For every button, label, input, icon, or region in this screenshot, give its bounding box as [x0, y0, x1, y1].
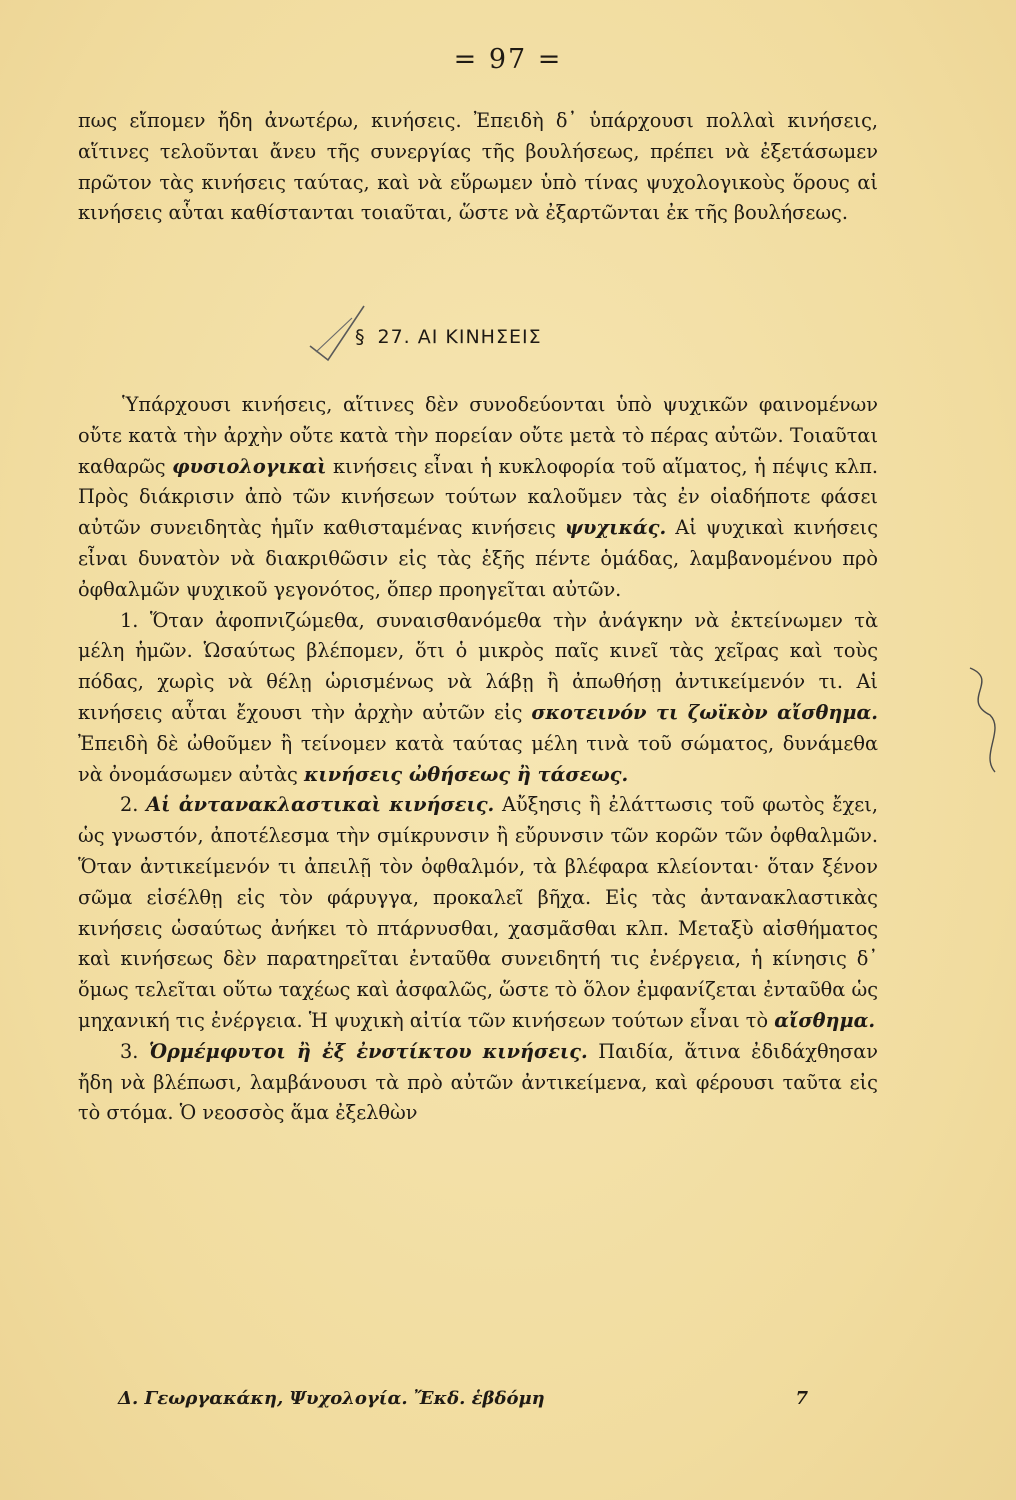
paragraph-item-1	[78, 606, 878, 791]
emphasis: κινήσεις ὠθήσεως ἢ τάσεως.	[303, 762, 629, 786]
text-run: Ὑπάρχουσι κινήσεις, αἵτινες δὲν συνοδεύονται ὑπὸ ψυχικῶν φαινομένων οὔτε κατὰ τὴν ἀρχὴν οὔτε κατὰ τὴν πορείαν οὔτε μετὰ τὸ πέρας αὐτῶν. Τοιαῦται καθαρῶς	[78, 393, 878, 478]
text-run: Αἱ ψυχικαὶ κινήσεις εἶναι δυνατὸν νὰ διακριθῶσιν εἰς τὰς ἑξῆς πέντε ὁμάδας, λαμβανομένου πρὸ ὀφθαλμῶν ψυχικοῦ γεγονότος, ὅπερ προηγεῖται αὐτῶν.	[78, 516, 879, 601]
text-run: 3.	[120, 1039, 149, 1063]
intro-paragraph: πως εἴπομεν ἤδη ἀνωτέρω, κινήσεις. Ἐπειδὴ δ᾿ ὑπάρχουσι πολλαὶ κινήσεις, αἵτινες τελοῦνται ἄνευ τῆς συνεργίας τῆς βουλήσεως, πρέπει νὰ ἐξετάσωμεν πρῶτον τὰς κινήσεις ταύτας, καὶ νὰ εὕρωμεν ὑπὸ τίνας ψυχολογικοὺς ὅρους αἱ κινήσεις αὗται καθίστανται τοιαῦται, ὥστε νὰ ἐξαρτῶνται ἐκ τῆς βουλήσεως.	[78, 109, 878, 225]
text-run: 1. Ὅταν ἀφοπνιζώμεθα, συναισθανόμεθα τὴν ἀνάγκην νὰ ἐκτείνωμεν τὰ μέλη ἡμῶν. Ὡσαύτως βλέπομεν, ὅτι ὁ μικρὸς παῖς κινεῖ τὰς χεῖρας καὶ τοὺς πόδας, χωρὶς νὰ θέλῃ ὡρισμένως νὰ λάβῃ ἢ ἀπωθήσῃ ἀντικείμενόν τι. Αἱ κινήσεις αὗται ἔχουσι τὴν ἀρχὴν αὐτῶν εἰς	[78, 608, 878, 724]
text-run: 2.	[120, 793, 147, 817]
emphasis: ψυχικάς.	[564, 516, 667, 540]
section-title: 27. ΑΙ ΚΙΝΗΣΕΙΣ	[377, 326, 542, 348]
text-run: Αὔξησις ἢ ἐλάττωσις τοῦ φωτὸς ἔχει, ὡς γνωστόν, ἀποτέλεσμα τὴν σμίκρυνσιν ἢ εὔρυνσιν τῶν κορῶν τῶν ὀφθαλμῶν. Ὅταν ἀντικείμενόν τι ἀπειλῇ τὸν ὀφθαλμόν, τὰ βλέφαρα κλείονται· ὅταν ξένον σῶμα εἰσέλθῃ εἰς τὸν φάρυγγα, προκαλεῖ βῆχα. Εἰς τὰς ἀντανακλαστικὰς κινήσεις ὡσαύτως ἀνήκει τὸ πτάρνυσθαι, χασμᾶσθαι κλπ. Μεταξὺ αἰσθήματος καὶ κινήσεως δὲν παρατηρεῖται ἐνταῦθα συνειδητή τις ἐνέργεια, ἡ κίνησις δ᾿ ὅμως τελεῖται οὕτω ταχέως καὶ ἀσφαλῶς, ὥστε τὸ ὅλον ἐμφανίζεται ἐνταῦθα ὡς μηχανική τις ἐνέργεια. Ἡ ψυχικὴ αἰτία τῶν κινήσεων τούτων εἶναι τὸ	[78, 793, 878, 1032]
page-footer	[118, 1388, 808, 1409]
signature-number: 7	[795, 1388, 808, 1409]
emphasis: Αἱ ἀντανακλαστικαὶ κινήσεις.	[146, 793, 495, 817]
body-text	[78, 390, 878, 1129]
emphasis: αἴσθημα.	[774, 1008, 876, 1032]
emphasis: Ὁρμέμφυτοι ἢ ἐξ ἐνστίκτου κινήσεις.	[148, 1039, 588, 1063]
paragraph-item-3	[78, 1037, 878, 1129]
paragraph-1	[78, 390, 878, 606]
text-run: Παιδία, ἅτινα ἐδιδάχθησαν ἤδη νὰ βλέπωσι, λαμβάνουσι τὰ πρὸ αὐτῶν ἀντικείμενα, καὶ φέρουσι ταῦτα εἰς τὸ στόμα. Ὁ νεοσσὸς ἅμα ἐξελθὼν	[78, 1039, 879, 1125]
section-symbol: §	[355, 326, 366, 348]
text-run: Ἐπειδὴ δὲ ὠθοῦμεν ἢ τείνομεν κατὰ ταύτας μέλη τινὰ τοῦ σώματος, δυνάμεθα νὰ ὀνομάσωμεν αὐτὰς	[78, 731, 878, 786]
text-run: κινήσεις εἶναι ἡ κυκλοφορία τοῦ αἵματος, ἡ πέψις κλπ. Πρὸς διάκρισιν ἀπὸ τῶν κινήσεων τούτων καλοῦμεν τὰς ἐν οἱαδήποτε φάσει αὐτῶν συνειδητὰς ἡμῖν καθισταμένας κινήσεις	[78, 454, 879, 540]
footer-citation: Δ. Γεωργακάκη, Ψυχολογία. Ἔκδ. ἑβδόμη	[118, 1388, 545, 1409]
section-heading	[355, 326, 542, 348]
emphasis: σκοτεινόν τι ζωϊκὸν αἴσθημα.	[531, 700, 878, 724]
emphasis: φυσιολογικαὶ	[172, 454, 327, 478]
margin-pencil-mark	[950, 660, 1010, 780]
page-number: = 97 =	[453, 44, 563, 75]
paragraph-item-2	[78, 790, 878, 1036]
